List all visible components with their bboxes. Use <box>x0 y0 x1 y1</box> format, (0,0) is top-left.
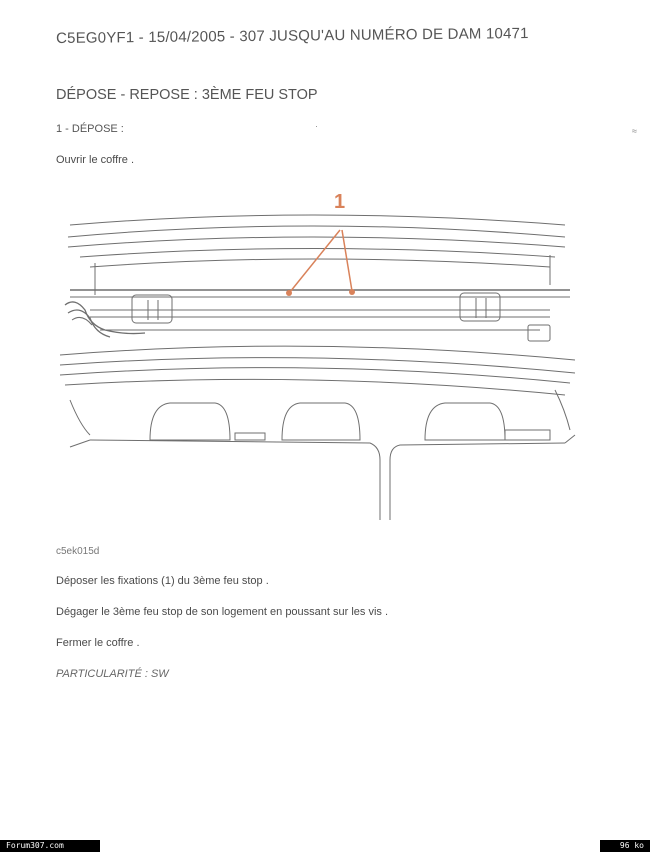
particularity-heading: PARTICULARITÉ : SW <box>56 668 169 680</box>
footer-source: Forum307.com <box>0 840 100 852</box>
document-header: C5EG0YF1 - 15/04/2005 - 307 JUSQU'AU NUMÉRO DE DAM 10471 <box>56 25 529 47</box>
tailgate-diagram <box>50 185 580 525</box>
fixation-marker-left <box>286 290 292 296</box>
page-title: DÉPOSE - REPOSE : 3ÈME FEU STOP <box>56 87 318 103</box>
figure-callout-number: 1 <box>334 191 346 213</box>
instruction-2: Dégager le 3ème feu stop de son logement en poussant sur les vis . <box>56 606 389 618</box>
figure-reference: c5ek015d <box>56 546 100 557</box>
instruction-1: Déposer les fixations (1) du 3ème feu stop . <box>56 575 269 587</box>
instruction-open-trunk: Ouvrir le coffre . <box>56 154 135 166</box>
instruction-3: Fermer le coffre . <box>56 637 140 649</box>
footer-size: 96 ko <box>600 840 650 852</box>
fixation-marker-right <box>349 289 355 295</box>
step-heading: 1 - DÉPOSE : <box>56 123 124 135</box>
